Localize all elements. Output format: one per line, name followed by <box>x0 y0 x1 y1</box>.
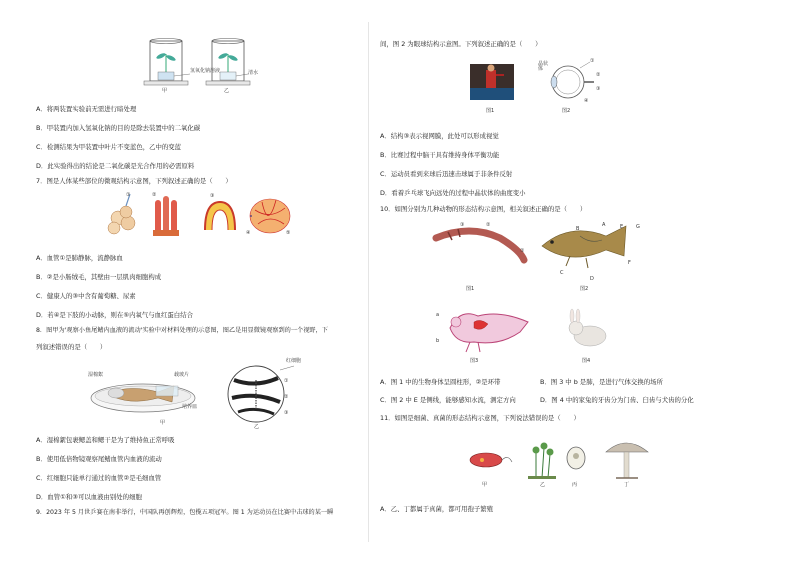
q6-option-a: A．将两装置实验前无需进行暗处理 <box>36 105 137 113</box>
fish-label-e: E <box>620 224 624 230</box>
mushroom-drawing <box>606 443 648 478</box>
caption-fig3: 图3 <box>470 358 479 364</box>
q11-option-a: A．乙、丁都属于真菌，都可用孢子繁殖 <box>380 505 494 513</box>
worm-label-1: ① <box>520 248 525 254</box>
q9-option-d: D．看着乒乓球飞向远处的过程中晶状体的曲度变小 <box>380 189 526 197</box>
q8-option-a: A．湿棉絮包裹鳃盖和鳃干是为了维持鱼正常呼吸 <box>36 436 175 444</box>
vessel-1-label: ① <box>284 378 289 384</box>
vessel-3-label: ③ <box>284 410 289 416</box>
caption-fig4: 图4 <box>582 358 591 364</box>
caption-yi: 乙 <box>540 482 546 488</box>
water-label: 清水 <box>248 70 259 76</box>
q8-stem-line1: 8．图甲为'观察小鱼尾鳍内血液的流动'实验中对材料处理的示意图，图乙是用显微镜观察到的一个视野，下 <box>36 327 328 334</box>
rbc-label: 红细胞 <box>286 358 302 364</box>
eye-label-4: ④ <box>584 98 589 104</box>
q6-figure <box>140 36 270 96</box>
caption-fig2: 图2 <box>580 286 589 292</box>
label-5: ⑤ <box>286 230 291 236</box>
q7-figure <box>100 190 300 240</box>
caption-yi: 乙 <box>254 424 260 430</box>
fish-label-d: D <box>590 276 594 282</box>
label-4: ④ <box>246 230 251 236</box>
caption-jia: 甲 <box>160 420 166 426</box>
q7-option-b: B．②是小肠绒毛，其壁由一层肌肉细胞构成 <box>36 273 162 281</box>
q10-option-d: D．图 4 中的家兔的牙齿分为门齿、臼齿与犬齿的分化 <box>540 396 694 404</box>
q10-option-c: C．图 2 中 E 是侧线，能够感知水流，测定方向 <box>380 396 516 404</box>
q8-option-b: B．使用低倍物镜观察尾鳍血管内血液的流动 <box>36 455 162 463</box>
lens-label: 晶状体 <box>538 61 549 72</box>
villi-drawing <box>153 196 179 236</box>
label-1: ① <box>126 192 131 198</box>
fish-label-b: B <box>576 226 580 232</box>
q7-option-c: C．健康人的③中含有葡萄糖、尿素 <box>36 292 136 300</box>
q8-stem-line2: 列叙述错误的是（ ） <box>36 343 107 351</box>
pigeon-label-a: a <box>436 312 440 318</box>
label-3: ③ <box>210 193 215 199</box>
q9-stem-line1: 9．2023 年 5 月世乒赛在南非举行，中国队再创辉煌，包揽五项冠军。图 1 为运动员在比赛中击球的某一瞬 <box>36 509 334 516</box>
q9-option-b: B．比赛过程中脑干具有维持身体平衡功能 <box>380 151 500 159</box>
q7-option-d: D．若④是下肢的小动脉，则在⑤内氧气与血红蛋白结合 <box>36 311 193 319</box>
caption-jia: 甲 <box>162 88 168 94</box>
q8-option-d: D．血管①和③可以血液由别处的细胞 <box>36 493 142 501</box>
q9-option-a: A．结构③表示视网膜，此处可以形成视觉 <box>380 132 499 140</box>
vessel-2-label: ② <box>284 394 289 400</box>
carp-drawing <box>542 226 626 268</box>
pigeon-label-b: b <box>436 338 440 344</box>
capillary-network-drawing <box>250 199 290 233</box>
caption-ding: 丁 <box>624 482 630 488</box>
animals-diagram <box>430 218 670 368</box>
fish-label-g: G <box>636 224 640 230</box>
q10-option-b: B．图 3 中 b 是肺，是进行气体交换的场所 <box>540 378 663 386</box>
q6-option-c: C．检测结果为甲装置中叶片不变蓝色，乙中的变蓝 <box>36 143 182 151</box>
nephron-drawing <box>205 202 235 230</box>
q6-option-b: B．甲装置内加入氢氧化钠的目的是除去装置中的二氧化碳 <box>36 124 201 132</box>
q10-option-a: A．图 1 中的生物身体呈圆柱形，②是环带 <box>380 378 501 386</box>
q9-figure <box>470 58 610 118</box>
bacterium-drawing <box>470 453 512 467</box>
q11-figure <box>466 432 656 490</box>
q9-option-c: C．运动员看到来球后迅速击球属于非条件反射 <box>380 170 513 178</box>
fish-label-a: A <box>602 222 606 228</box>
fish-label-c: C <box>560 270 564 276</box>
fish-label-f: F <box>628 260 631 266</box>
dish-label: 培养皿 <box>182 404 198 410</box>
caption-fig1: 图1 <box>486 108 495 114</box>
caption-yi: 乙 <box>224 88 230 94</box>
q8-option-c: C．红细胞只能单行通过的血管②是毛细血管 <box>36 474 162 482</box>
caption-jia: 甲 <box>482 482 488 488</box>
yeast-drawing <box>567 447 585 469</box>
alveoli-drawing <box>108 194 135 234</box>
wet-cotton-label: 湿棉絮 <box>88 372 104 378</box>
q7-option-a: A．血管①是肺静脉，流静脉血 <box>36 254 123 262</box>
label-2: ② <box>152 192 157 198</box>
worm-label-2: ② <box>486 222 491 228</box>
eye-label-3: ③ <box>596 86 601 92</box>
q10-stem: 10．如图分别为几种动物的形态结构示意图，相关叙述正确的是（ ） <box>380 205 587 213</box>
caption-fig2: 图2 <box>562 108 571 114</box>
pigeon-drawing <box>450 314 528 352</box>
naoh-label: 氢氧化钠溶液 <box>190 68 221 74</box>
eye-label-2: ② <box>596 72 601 78</box>
fish-tail-observation-diagram <box>88 358 308 430</box>
column-divider <box>368 22 369 542</box>
q8-figure <box>88 358 308 430</box>
worm-label-3: ③ <box>460 222 465 228</box>
q10-figure <box>430 218 670 368</box>
q7-stem: 7．图是人体某些部位的微观结构示意图，下列叙述正确的是（ ） <box>36 177 232 185</box>
q11-stem: 11．如图是细菌、真菌的形态结构示意图，下列说法错误的是（ ） <box>380 414 580 422</box>
rabbit-drawing <box>569 309 606 346</box>
bell-jar-diagram <box>140 36 270 96</box>
q6-option-d: D．此实验得出的结论是二氧化碳是光合作用的必需原料 <box>36 162 195 170</box>
earthworm-drawing <box>436 229 524 260</box>
eye-label-1: ① <box>590 58 595 64</box>
caption-fig1: 图1 <box>466 286 475 292</box>
penicillium-drawing <box>528 443 556 480</box>
q9-stem-line2: 间，图 2 为眼球结构示意图。下列叙述正确的是（ ） <box>380 40 542 48</box>
slide-label: 载玻片 <box>174 372 190 378</box>
caption-bing: 丙 <box>572 482 578 488</box>
